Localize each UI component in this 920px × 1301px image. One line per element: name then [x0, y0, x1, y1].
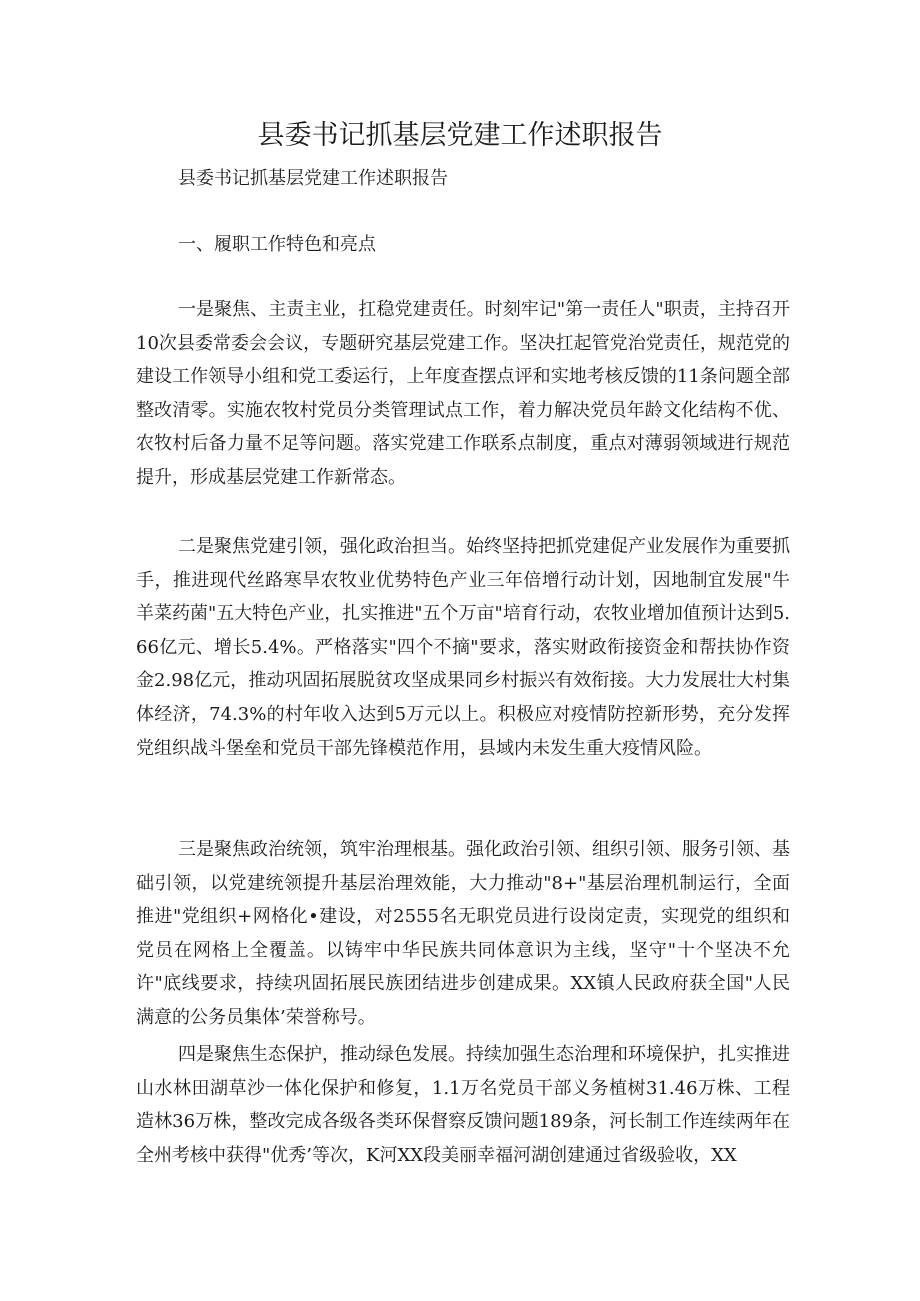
body-paragraph: 三是聚焦政治统领，筑牢治理根基。强化政治引领、组织引领、服务引领、基础引领，以党建统领提升基层治理效能，大力推动"8+"基层治理机制运行，全面推进"党组织+网格化•建设，对2555名无职党员进行设岗定责，实现党的组织和党员在网格上全覆盖。以铸牢中华民族共同体意识为主线，坚守"十个坚决不允许"底线要求，持续巩固拓展民族团结进步创建成果。XX镇人民政府获全国"人民满意的公务员集体’荣誉称号。 — [136, 839, 790, 1028]
section-heading: 一、履职工作特色和亮点 — [178, 234, 376, 255]
body-paragraph: 四是聚焦生态保护，推动绿色发展。持续加强生态治理和环境保护，扎实推进山水林田湖草沙一体化保护和修复，1.1万名党员干部义务植树31.46万株、工程造林36万株，整改完成各级各类环保督察反馈问题189条，河长制工作连续两年在全州考核中获得"优秀’等次，K河XX段美丽幸福河湖创建通过省级验收，XX — [136, 1044, 790, 1166]
body-paragraph: 二是聚焦党建引领，强化政治担当。始终坚持把抓党建促产业发展作为重要抓手，推进现代丝路寒旱农牧业优势特色产业三年倍增行动计划，因地制宜发展"牛羊菜药菌"五大特色产业，扎实推进"五个万亩"培育行动，农牧业增加值预计达到5.66亿元、增长5.4%。严格落实"四个不摘"要求，落实财政衔接资金和帮扶协作资金2.98亿元，推动巩固拓展脱贫攻坚成果同乡村振兴有效衔接。大力发展壮大村集体经济，74.3%的村年收入达到5万元以上。积极应对疫情防控新形势，充分发挥党组织战斗堡垒和党员干部先锋模范作用，县域内未发生重大疫情风险。 — [136, 536, 791, 759]
document-subtitle: 县委书记抓基层党建工作述职报告 — [178, 168, 448, 189]
document-title: 县委书记抓基层党建工作述职报告 — [257, 120, 663, 151]
body-paragraph: 一是聚焦、主责主业，扛稳党建责任。时刻牢记"第一责任人"职责，主持召开10次县委常委会会议，专题研究基层党建工作。坚决扛起管党治党责任，规范党的建设工作领导小组和党工委运行，上年度查摆点评和实地考核反馈的11条问题全部整改清零。实施农牧村党员分类管理试点工作，着力解决党员年龄文化结构不优、农牧村后备力量不足等问题。落实党建工作联系点制度，重点对薄弱领域进行规范提升，形成基层党建工作新常态。 — [136, 299, 790, 488]
